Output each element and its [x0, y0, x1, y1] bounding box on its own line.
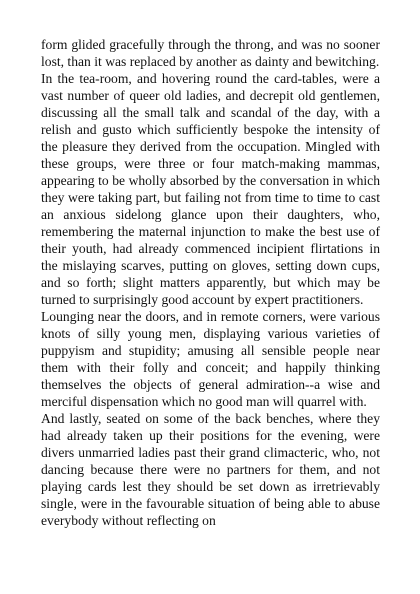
paragraph-1: form glided gracefully through the throng, and was no sooner lost, than it was replaced by another as dainty and bewitching.: [41, 37, 380, 69]
page-body: [41, 36, 380, 529]
paragraph-2: In the tea-room, and hovering round the card-tables, were a vast number of queer old ladies, and decrepit old gentlemen, discussing all the small talk and scandal of the day, with a relish and gusto which sufficiently bespoke the intensity of the pleasure they derived from the occupation. Mingled with these groups, were three or four match-making mammas, appearing to be wholly absorbed by the conversation in which they were taking part, but failing not from time to time to cast an anxious sidelong glance upon their daughters, who, remembering the maternal injunction to make the best use of their youth, had already commenced incipient flirtations in the mislaying scarves, putting on gloves, setting down cups, and so forth; slight matters apparently, but which may be turned to surprisingly good account by expert practitioners.: [41, 71, 380, 307]
paragraph-4: And lastly, seated on some of the back benches, where they had already taken up their positions for the evening, were divers unmarried ladies past their grand climacteric, who, not dancing because there were no partners for them, and not playing cards lest they should be set down as irretrievably single, were in the favourable situation of being able to abuse everybody without reflecting on: [41, 411, 380, 528]
paragraph-3: Lounging near the doors, and in remote corners, were various knots of silly young men, displaying various varieties of puppyism and stupidity; amusing all sensible people near them with their folly and conceit; and happily thinking themselves the objects of general admiration--a wise and merciful dispensation which no good man will quarrel with.: [41, 309, 380, 409]
